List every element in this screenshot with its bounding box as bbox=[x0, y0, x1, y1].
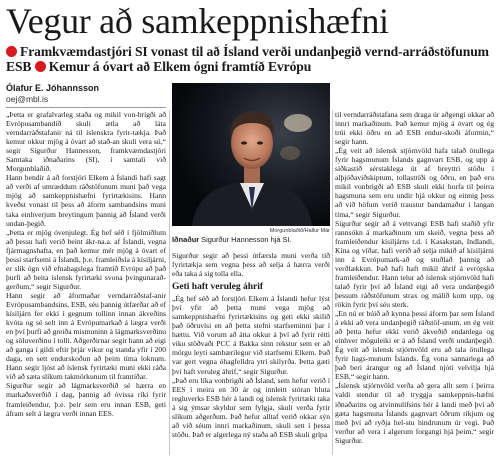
caption-lead: Iðnaður bbox=[172, 235, 200, 244]
section-heading: Geti haft veruleg áhrif bbox=[172, 282, 264, 293]
paragraph: „Þetta er mjög óvenjulegt. Ég hef séð í fjölmiðlum að þessu hafi verið beint ákr-na.a. af Íslandi, vegna fjármagnshafta, en það kemur mér mjög á óvart ef þessi starfsemi á Íslandi, þ.e. framleiðsla á kísiljárni, er slík ógn við efnahagslega framtíð Evrópu að það þurfi að beita íslensk fyrirtæki svona þvingunarað-gerðum,“ segir Sigurður. bbox=[6, 227, 166, 291]
byline bbox=[6, 83, 166, 108]
paragraph: „Ég hef séð að forstjóri Elkem á Íslandi hefur lýst því yfir að þetta muni vega mjög að samkeppnishæfni fyrirtækisins og geti ekki skilið það öðruvísi en að þetta stefni starfseminni þar í hættu. Við vorum að átta okkur á því að fyrir rétti viku stöðvaði PCC á Bakka sinn rekstur sem er að mörgu leyti sambærilegur við starfsemi Elkem. Það var gert vegna óhagfelldra ytri skilyrða. Þetta gæti því haft veruleg áhrif,“ segir Sigurður. bbox=[172, 294, 330, 376]
author-email[interactable]: oej@mbl.is bbox=[6, 94, 49, 104]
paragraph: Sigurður segir að þessi útfærsla muni verða tíð fyrirtækja sem vegna þess að selja á hærra verði eða taka á sig tolla ella. bbox=[172, 251, 330, 279]
paragraph: „En nú er búið að kynna þessi áform þar sem Ísland á ekki að vera undanþegið ráðstöf-unum, en ég veit að þetta hefur ekki verið ákveðið endanlega og einhver möguleiki er á að Ísland verði undanþegið. Ég veit að íslensk stjórnvöld eru að tala ötullega fyrir hags-munum Íslands. Ég vona sannarlega að það beri árangur og að Ísland njóti velvilja hjá ESB,“ segir hann. bbox=[335, 309, 494, 382]
portrait-photo bbox=[172, 83, 330, 226]
paragraph: Hann bendir á að forstjóri Elkem á Íslandi hafi sagt að verði af umræddum ráðstöfunum muni það vega mjög að samkeppnishæfni fyrirtækisins. Hann kveðst vonast til þess að áform sambandsins muni taka einhverjum breytingum þannig að Ísland verði undan-þegið. bbox=[6, 173, 166, 228]
column-divider bbox=[332, 110, 333, 455]
paragraph: „Ég veit að íslensk stjórnvöld hafa talað ötullega fyrir hagsmunum Íslands gagnvart ESB, og upp á síðkastið sérstaklega út af breyttri stöðu í alþjóðaviðskiptum, tollastríði og öðru, en það eru mikil vonbrigði að ESB skuli ekki horfa til þeirra hagsmuna sem eru undir hjá okkur og einnig þess að við höfum verið traustur bandamaður í langan tíma,“ segir Sigurður. bbox=[335, 146, 494, 219]
subheadline bbox=[6, 44, 496, 74]
article-column-1 bbox=[6, 110, 166, 455]
portrait-illustration bbox=[172, 83, 330, 226]
column-divider bbox=[169, 110, 170, 455]
paragraph: „Það eru líka vonbrigði að Ísland, sem hefur verið í EES í meira en 30 ár og innleitt stóran hluta regluverks ESB hér á landi og íslensk fyrirtæki taka á sig ýmsar skyldur sem fylgja, skuli verða fyrir slíkum aðgerðum. Það hefur alltaf verið okkar sýn að við séum innri markaðinum, skuli sett í þessa stöðu. Það er algerlega ný staða að ESB skuli grípa bbox=[172, 375, 330, 439]
author-name: Ólafur E. Jóhannsson bbox=[6, 83, 100, 93]
article-column-3 bbox=[335, 110, 494, 455]
photo-credit: Morgunblaðið/Hallur Már bbox=[269, 228, 330, 234]
byline-divider bbox=[6, 107, 166, 108]
subhead-2: Kemur á óvart að Elkem ógni framtíð Evrópu bbox=[48, 59, 312, 74]
bullet-dot-icon bbox=[35, 61, 46, 72]
headline: Vegur að samkeppnishæfni bbox=[6, 1, 389, 41]
paragraph: „Íslensk stjórnvöld verða að gera allt sem í þeirra valdi stendur til að tryggja samkeppnis-hæfni iðnaðarins og atvinnulífsins hér á landi með því að gæta hagsmuna Íslands gagnvart öðrum ríkjum og með því að ryðja hel-stu hindrunum úr vegi. Það verður að vera í algerum forgangi hjá þeim,“ segir Sigurður. bbox=[335, 381, 494, 445]
article-column-2 bbox=[172, 251, 330, 455]
paragraph: Hann segir að áformaðar verndarráðstaf-anir Evrópusambandsins, ESB, séu þannig útfærðar að ef kísiljárn fer ekki í gegnum tollinn innan ákveðins kvóta og sé selt inn á Evrópumarkað á lægra verði en því þurfi að greiða mismuninn á lágmarksverðinu og söluverðinu í tolli. Aðgerðirnar segir hann að eigi að ganga í gildi eftir þrjár vikur og standa yfir í 200 daga, en sett endurskoðun að þeim tíma loknum. Hann segir ljóst að íslensk fyrirtæki muni ekki ráða við að sæta slíkum takmörkunum til framtíðar. bbox=[6, 290, 166, 382]
bullet-dot-icon bbox=[6, 46, 17, 57]
photo-caption bbox=[172, 235, 330, 245]
paragraph: Sigurður segir að á vettvangi ESB hafi staðið yfir rannsókn á markaðinum um skeið, vegna þess að framleiðendur kísiljárns t.d. í Kasakstan, Indlandi, Kína og víðar, hafi verið að selja mikið af kísiljárni inn á Evrópumark-að og stuðlað þannig að verðlækkun. Það hafi haft mikil áhrif á evrópska framleiðendur. Hann telur að íslensk stjórnvöld hafi talað fyrir því að Ísland eigi að vera undanþegið þessum ráðstöfunum strax og málið kom upp, og rökin fyrir því séu sterk. bbox=[335, 218, 494, 309]
paragraph: „Þetta er grafalvarleg staða og mikil von-brigði að Evrópusambandið skuli ætla að láta verndarráðstafanir ná til íslenskra fyrir-tækja. Það kemur okkur mjög á óvart að stað-an skuli vera sú,“ segir Sigurður Hannesson, framkvæmdastjóri Samtaka iðnaðarins (SI), í samtali við Morgunblaðið. bbox=[6, 110, 166, 174]
paragraph: Sigurður segir að lágmarksverðið sé hærra en markaðsverðið í dag, þannig að óvissa ríki fyrir framleiðendur, þ.e. þeir sem eru innan ESB, geti áfram selt á lægra verði innan EES. bbox=[6, 381, 166, 418]
paragraph: til verndarráðstafana sem draga úr aðgengi okkar að innri markaðinum. Það kemur mjög á óvart og ég trúi ekki öðru en að ESB endur-skoði áformin,“ segir hann. bbox=[335, 110, 494, 147]
caption-text: Sigurður Hannesson hjá SI. bbox=[199, 235, 292, 244]
subhead-1: Framkvæmdastjóri SI vonast til að Ísland verði undanþegið vernd-arráðstöfunum ESB bbox=[6, 44, 489, 74]
